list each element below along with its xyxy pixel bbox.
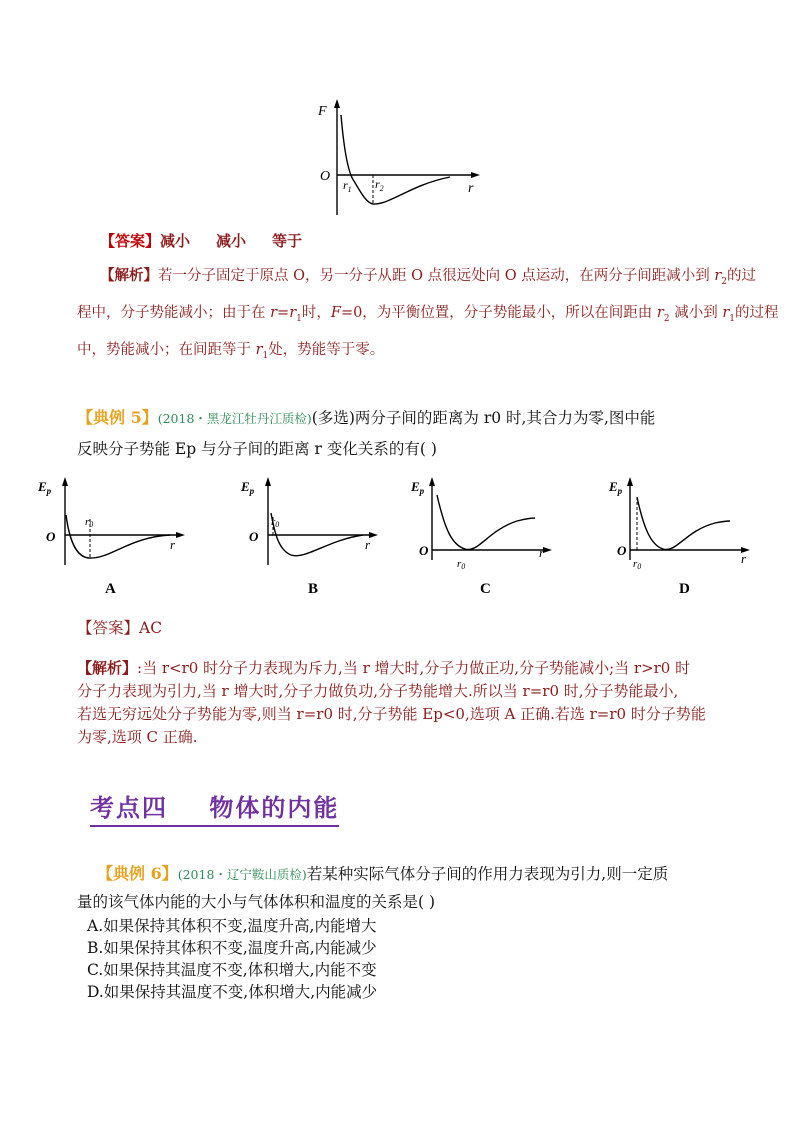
- example-5-tag: 【典例 5】: [77, 408, 158, 427]
- svg-text:r2: [375, 177, 384, 193]
- svg-text:r0: r0: [633, 558, 642, 571]
- option-b: B.如果保持其体积不变,温度升高,内能减少: [87, 939, 377, 957]
- r2-label: r: [375, 177, 380, 191]
- example-6-source: (2018・辽宁鞍山质检): [177, 867, 307, 882]
- analysis-1: 【解析】若一分子固定于原点 O，另一分子从距 O 点很远处向 O 点运动，在两分子间距减小到 $r_2$的过 程中，分子势能减小；由于在 $r=r_1$时，F=0，为平衡位置，分子势能最小，所以在间距由 $r_2$ 减小到 $r_1$的过程 中，势能减小；在间距等于 $r_1$处，势能等于零。: [77, 267, 779, 361]
- svg-text:Ep: $E_p$: [241, 479, 255, 496]
- svg-text:O: O: [46, 529, 56, 544]
- svg-text:Ep: $E_p$: [38, 479, 52, 496]
- answer-1-tag: 【答案】: [100, 232, 161, 250]
- answer-1-a: 减小: [160, 232, 191, 250]
- svg-text:r1: [343, 178, 352, 194]
- r-label: r: [468, 181, 474, 196]
- example-6-tag: 【典例 6】: [97, 864, 178, 883]
- svg-text:r: r: [170, 537, 176, 552]
- svg-text:r: r: [741, 551, 747, 566]
- answer-1-c: 等于: [272, 232, 303, 250]
- analysis-1-tag: 【解析】: [100, 267, 158, 284]
- graph-d-label: D: [679, 581, 690, 597]
- section-heading: 考点四 物体的内能: [90, 788, 339, 827]
- svg-text:r: r: [365, 537, 371, 552]
- answer-2-tag: 【答案】: [77, 619, 140, 637]
- f-label: F: [318, 104, 327, 119]
- origin-label: O: [320, 169, 331, 184]
- svg-text:Ep: $E_p$: [609, 479, 623, 496]
- example-6: [77, 860, 737, 1003]
- force-curve: [341, 115, 450, 204]
- ep-graph-c: [407, 475, 567, 600]
- example-6-line1: 若某种实际气体分子间的作用力表现为引力,则一定质: [306, 865, 669, 883]
- svg-text:r0: r0: [457, 558, 466, 571]
- svg-text:r0: r0: [271, 516, 280, 529]
- example-6-line2: 量的该气体内能的大小与气体体积和温度的关系是( ): [77, 893, 436, 911]
- graph-b-label: B: [308, 581, 319, 597]
- example-5: [77, 402, 727, 465]
- graph-c-label: C: [480, 581, 491, 597]
- example-5-line2: 反映分子势能 Ep 与分子间的距离 r 变化关系的有( ): [77, 440, 437, 458]
- analysis-2-tag: 【解析】: [77, 659, 138, 677]
- f-axis-arrow: [334, 99, 340, 108]
- r2-sub: 2: [379, 184, 384, 193]
- svg-text:O: O: [249, 529, 259, 544]
- answer-1-b: 减小: [216, 232, 247, 250]
- example-5-source: (2018・黑龙江牡丹江质检): [157, 411, 312, 426]
- r-axis-arrow: [471, 172, 480, 178]
- force-distance-graph: [310, 95, 490, 220]
- answer-2-text: AC: [139, 619, 163, 637]
- svg-text:O: O: [419, 543, 429, 558]
- r1-sub: 1: [347, 185, 352, 194]
- example-5-line1: (多选)两分子间的距离为 r0 时,其合力为零,图中能: [311, 409, 656, 427]
- ep-graph-d: [605, 475, 765, 600]
- r1-label: r: [343, 178, 348, 192]
- svg-text:r: r: [539, 545, 545, 560]
- svg-text:r0: r0: [85, 516, 94, 529]
- ep-graph-a: [30, 475, 190, 600]
- option-d: D.如果保持其温度不变,体积增大,内能减少: [87, 983, 378, 1001]
- answer-2: [77, 617, 162, 639]
- option-c: C.如果保持其温度不变,体积增大,内能不变: [87, 961, 377, 979]
- answer-1: [100, 230, 302, 252]
- option-a: A.如果保持其体积不变,温度升高,内能增大: [87, 917, 377, 935]
- graph-a-label: A: [105, 581, 116, 597]
- svg-text:Ep: $E_p$: [411, 479, 425, 496]
- svg-text:O: O: [617, 543, 627, 558]
- analysis-2: 【解析】:当 r<r0 时分子力表现为斥力,当 r 增大时,分子力做正功,分子势能减小;当 r>r0 时 分子力表现为引力,当 r 增大时,分子力做负功,分子势能增大.所以当 r=r0 时,分子势能最小, 若选无穷远处分子势能为零,则当 r=r0 时,分子势能 Ep<0,选项 A 正确.若选 r=r0 时分子势能 为零,选项 C 正确.: [77, 659, 706, 746]
- ep-graph-b: [233, 475, 393, 600]
